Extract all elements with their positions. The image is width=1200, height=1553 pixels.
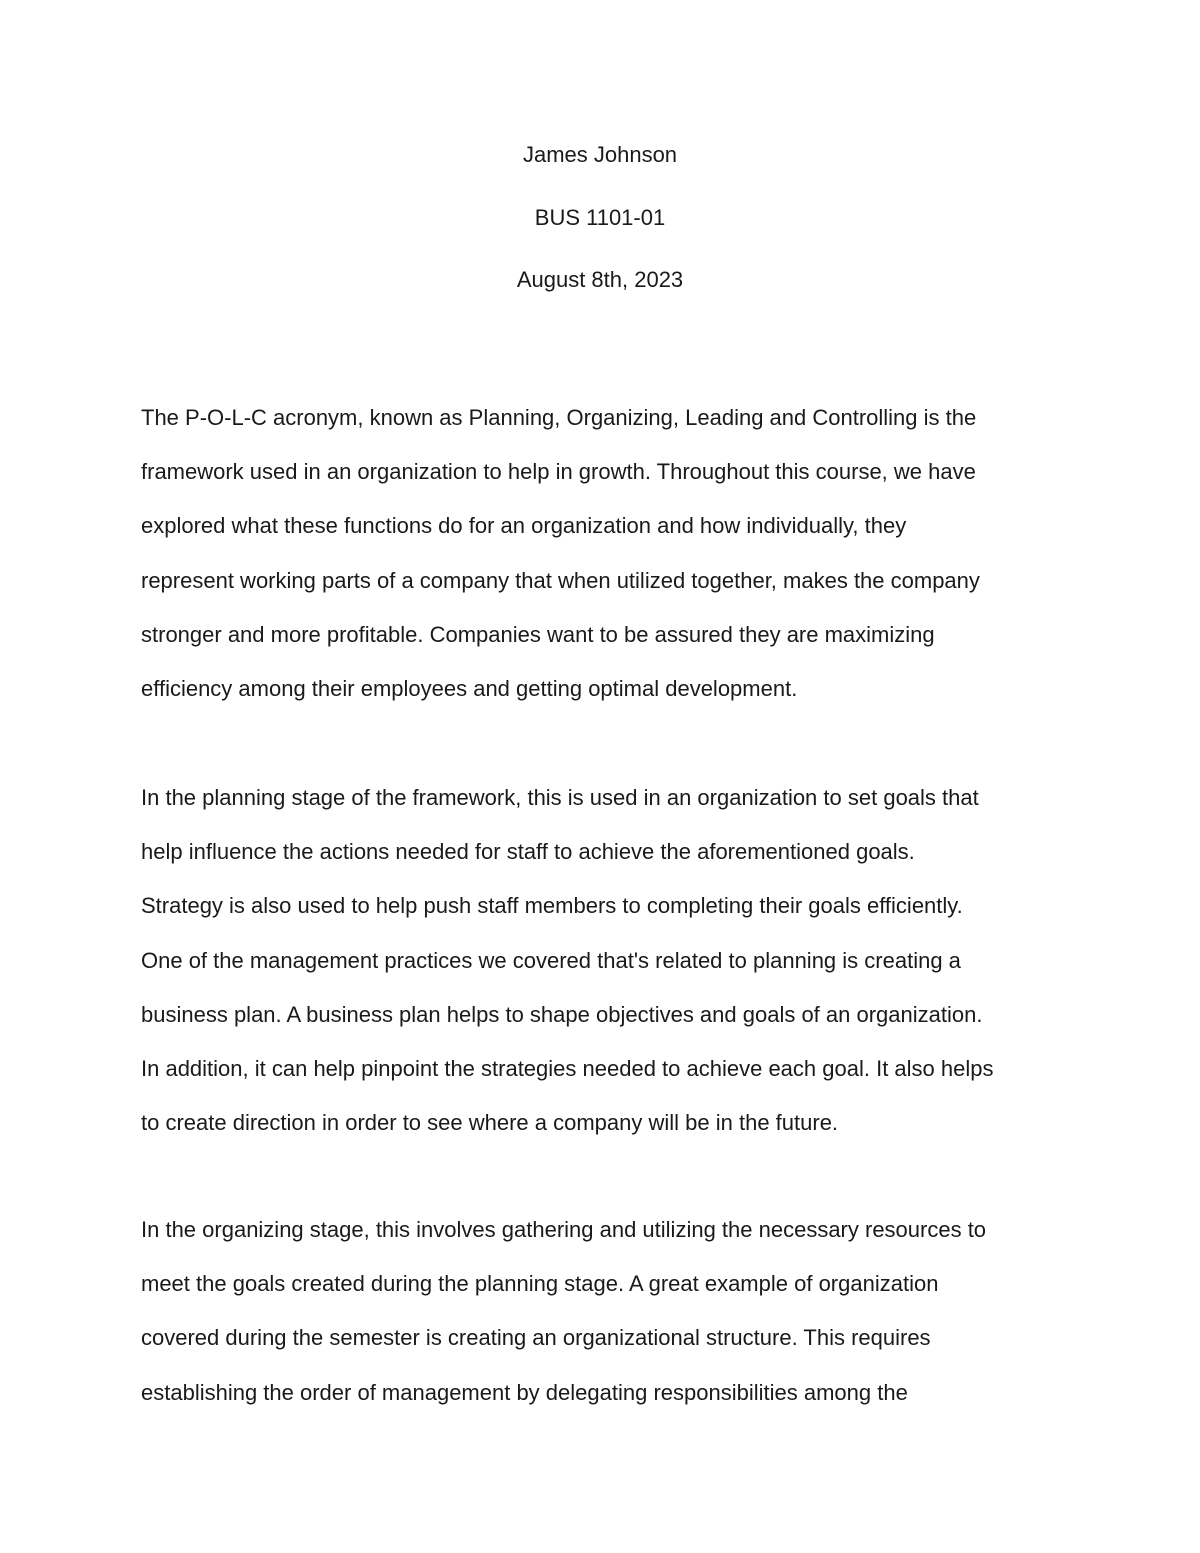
text-line: One of the management practices we covered that's related to planning is creating a (141, 947, 961, 973)
text-line: explored what these functions do for an organization and how individually, they (141, 513, 907, 539)
text-line: In the organizing stage, this involves gathering and utilizing the necessary resources to (141, 1217, 987, 1242)
text-line: meet the goals created during the planning stage. A great example of organization (141, 1271, 939, 1297)
text-line: In addition, it can help pinpoint the strategies needed to achieve each goal. It also helps (141, 1055, 994, 1081)
text-line: covered during the semester is creating an organizational structure. This requires (141, 1325, 931, 1351)
text-line: business plan. A business plan helps to shape objectives and goals of an organization. (141, 1001, 983, 1027)
text-line: to create direction in order to see where a company will be in the future. (141, 1110, 839, 1136)
text-line: framework used in an organization to help in growth. Throughout this course, we have (141, 459, 976, 485)
paragraph-organizing (141, 1217, 1101, 1434)
text-line: represent working parts of a company that when utilized together, makes the company (141, 567, 980, 593)
text-line: efficiency among their employees and getting optimal development. (141, 675, 798, 701)
text-line: help influence the actions needed for staff to achieve the aforementioned goals. (141, 839, 915, 865)
text-line: In the planning stage of the framework, this is used in an organization to set goals that (141, 785, 979, 810)
paragraph-intro (141, 405, 1101, 730)
course-code: BUS 1101-01 (534, 205, 666, 230)
text-line: establishing the order of management by delegating responsibilities among the (141, 1379, 908, 1405)
document-date: August 8th, 2023 (516, 267, 684, 292)
text-line: stronger and more profitable. Companies want to be assured they are maximizing (141, 621, 935, 647)
text-line: The P-O-L-C acronym, known as Planning, Organizing, Leading and Controlling is the (141, 405, 977, 430)
author-name: James Johnson (522, 142, 678, 167)
paragraph-planning (141, 785, 1101, 1164)
text-line: Strategy is also used to help push staff members to completing their goals efficiently. (141, 893, 963, 919)
